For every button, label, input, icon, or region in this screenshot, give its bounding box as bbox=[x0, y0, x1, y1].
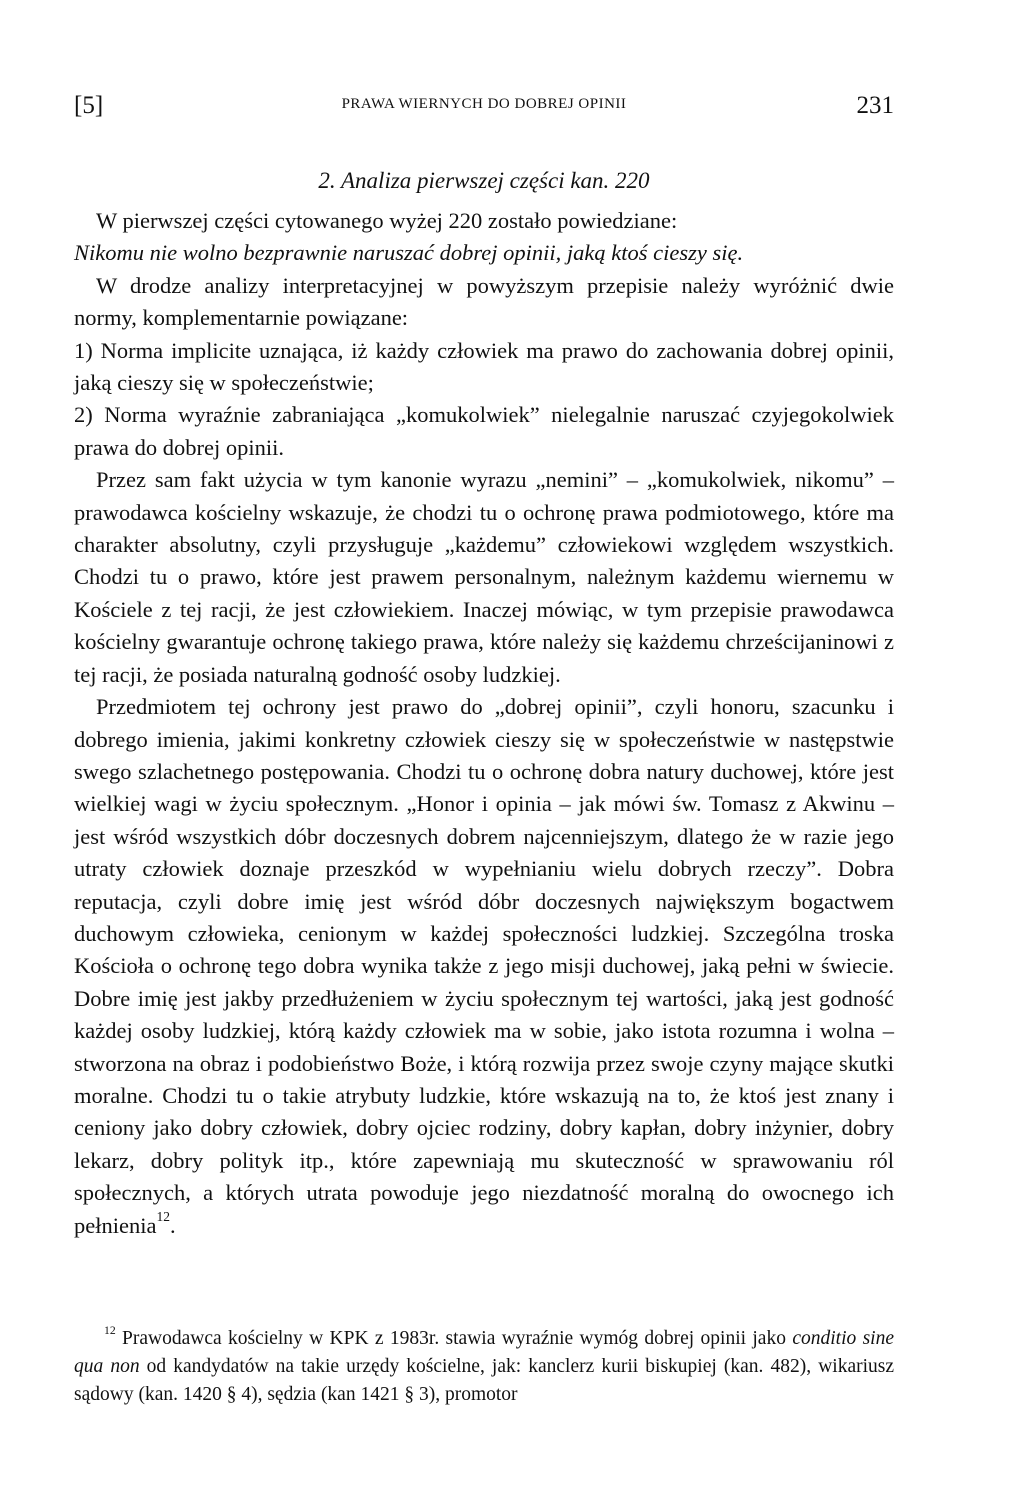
footnote-reference[interactable]: 12 bbox=[156, 1209, 170, 1225]
running-title: PRAWA WIERNYCH DO DOBREJ OPINII bbox=[341, 96, 627, 112]
footnote-text: od kandydatów na takie urzędy kościelne, jak: kanclerz kurii biskupiej (kan. 482), wikariusz sądowy (kan. 1420 § 4), sędzia (kan 1421 § 3), promotor bbox=[74, 1356, 894, 1405]
paragraph: Przez sam fakt użycia w tym kanonie wyrazu „nemini” – „komukolwiek, nikomu” – prawodawca kościelny wskazuje, że chodzi tu o ochronę prawa podmiotowego, które ma charakter absolutny, czyli przysługuje „każdemu” człowiekowi względem wszystkich. Chodzi tu o prawo, które jest prawem personalnym, należnym każdemu wiernemu w Kościele z tej racji, że jest człowiekiem. Inaczej mówiąc, w tym przepisie prawodawca kościelny gwarantuje ochronę takiego prawa, które należy się każdemu chrześcijaninowi z tej racji, że posiada naturalną godność osoby ludzkiej. bbox=[74, 467, 894, 687]
page-number: 231 bbox=[856, 92, 894, 119]
paragraph: W pierwszej części cytowanego wyżej 220 zostało powiedziane: bbox=[96, 208, 678, 233]
section-heading: 2. Analiza pierwszej części kan. 220 bbox=[318, 168, 650, 193]
footnote-text: Prawodawca kościelny w KPK z 1983r. stawia wyraźnie wymóg dobrej opinii jako bbox=[122, 1328, 793, 1349]
paragraph-text: Przedmiotem tej ochrony jest prawo do „dobrej opinii”, czyli honoru, szacunku i dobrego imienia, jakimi konkretny człowiek cieszy się w społeczeństwie w następstwie swego szlachetnego postępowania. Chodzi tu o ochronę dobra natury duchowej, które jest wielkiej wagi w życiu społecznym. „Honor i opinia – jak mówi św. Tomasz z Akwinu – jest wśród wszystkich dóbr doczesnych dobrem najcenniejszym, dlatego że w razie jego utraty człowiek doznaje przeszkód w wypełnianiu wielu dobrych rzeczy”. Dobra reputacja, czyli dobre imię jest wśród dóbr doczesnych największym bogactwem duchowym człowieka, cenionym w każdej społeczności ludzkiej. Szczególna troska Kościoła o ochronę tego dobra wynika także z jego misji duchowej, jaką pełni w świecie. Dobre imię jest jakby przedłużeniem w życiu społecznym tej wartości, jaką jest godność każdej osoby ludzkiej, którą każdy człowiek ma w sobie, jako istota rozumna i wolna – stworzona na obraz i podobieństwo Boże, i którą rozwija przez swoje czyny mające skutki moralne. Chodzi tu o takie atrybuty ludzkie, które wskazują na to, że ktoś jest znany i ceniony jako dobry człowiek, dobry ojciec rodziny, dobry kapłan, dobry inżynier, dobry lekarz, dobry polityk itp., które zapewniają mu skuteczność w sprawowaniu ról społecznych, a których utrata powoduje jego niezdatność moralną do owocnego ich pełnienia bbox=[74, 694, 894, 1238]
running-header bbox=[74, 88, 894, 128]
norm-item-2: 2) Norma wyraźnie zabraniająca „komukolwiek” nielegalnie naruszać czyjegokolwiek prawa do dobrej opinii. bbox=[74, 402, 894, 460]
footnotes bbox=[74, 1325, 894, 1409]
document-page bbox=[74, 0, 894, 1506]
norm-item-1: 1) Norma implicite uznająca, iż każdy człowiek ma prawo do zachowania dobrej opinii, jaką cieszy się w społeczeństwie; bbox=[74, 337, 894, 396]
section-number: [5] bbox=[74, 92, 104, 119]
paragraph: W drodze analizy interpretacyjnej w powyższym przepisie należy wyróżnić dwie normy, komplementarnie powiązane: bbox=[74, 272, 894, 331]
footnote-marker: 12 bbox=[104, 1324, 116, 1338]
footnote-12 bbox=[74, 1325, 894, 1409]
footnote-latin-phrase: conditio sine qua non bbox=[74, 1328, 894, 1377]
paragraph: Przedmiotem tej ochrony jest prawo do „dobrej opinii”, czyli honoru, szacunku i dobrego imienia, jakimi konkretny człowiek cieszy się w społeczeństwie w następstwie swego szlachetnego postępowania. Chodzi tu o ochronę dobra natury duchowej, które jest wielkiej wagi w życiu społecznym. „Honor i opinia – jak mówi św. Tomasz z Akwinu – jest wśród wszystkich dóbr doczesnych dobrem najcenniejszym, dlatego że w razie jego utraty człowiek doznaje przeszkód w wypełnianiu wielu dobrych rzeczy”. Dobra reputacja, czyli dobre imię jest wśród dóbr doczesnych największym bogactwem duchowym człowieka, cenionym w każdej społeczności ludzkiej. Szczególna troska Kościoła o ochronę tego dobra wynika także z jego misji duchowej, jaką pełni w świecie. Dobre imię jest jakby przedłużeniem w życiu społecznym tej wartości, jaką jest godność każdej osoby ludzkiej, którą każdy człowiek ma w sobie, jako istota rozumna i wolna – stworzona na obraz i podobieństwo Boże, i którą rozwija przez swoje czyny mające skutki moralne. Chodzi tu o takie atrybuty ludzkie, które wskazują na to, że ktoś jest znany i ceniony jako dobry człowiek, dobry ojciec rodziny, dobry kapłan, dobry inżynier, dobry lekarz, dobry polityk itp., które zapewniają mu skuteczność w sprawowaniu ról społecznych, a których utrata powoduje jego niezdatność moralną do owocnego ich pełnienia$^{12}$. bbox=[74, 694, 894, 1238]
quoted-canon: Nikomu nie wolno bezprawnie naruszać dobrej opinii, jaką ktoś cieszy się. bbox=[74, 240, 744, 266]
body-text bbox=[74, 205, 894, 1242]
